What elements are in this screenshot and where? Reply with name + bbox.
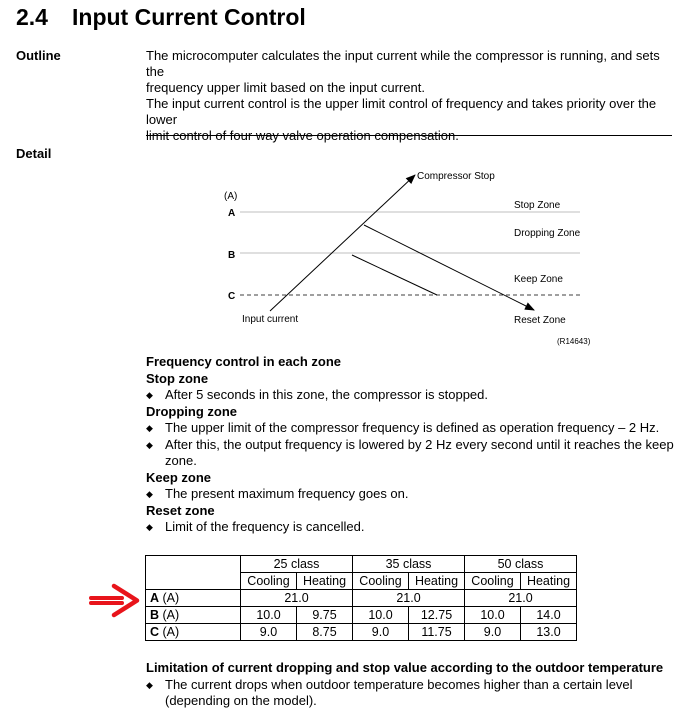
table-cell: 10.0 (465, 607, 521, 624)
limitation-heading: Limitation of current dropping and stop value according to the outdoor temperature (146, 660, 664, 675)
dropping-zone-label: Dropping Zone (514, 228, 581, 239)
input-current-label: Input current (242, 314, 299, 325)
mode-header: Cooling (465, 573, 521, 590)
table-cell: 21.0 (241, 590, 353, 607)
table-cell: 13.0 (521, 624, 577, 641)
table-cell: 8.75 (297, 624, 353, 641)
mode-header: Heating (409, 573, 465, 590)
limitation-section (146, 660, 676, 710)
row-header-a: A (A) (146, 590, 241, 607)
row-header-b: B (A) (146, 607, 241, 624)
bullet-icon: ◆ (146, 489, 153, 499)
class-header: 25 class (241, 556, 353, 573)
table-row (146, 556, 577, 573)
keep-zone-title: Keep zone (146, 469, 212, 485)
diagram-unit-label: (A) (224, 191, 238, 202)
table-cell: 12.75 (409, 607, 465, 624)
stop-zone-title: Stop zone (146, 370, 209, 386)
list-item: ◆ Limit of the frequency is cancelled. (146, 519, 365, 534)
rising-current-arrow (270, 175, 415, 311)
outline-line: limit control of four way valve operation compensation. (146, 128, 459, 143)
stop-zone-label: Stop Zone (514, 200, 561, 211)
mode-header: Heating (521, 573, 577, 590)
list-item: ◆ After this, the output frequency is lowered by 2 Hz every second until it reaches the keep (146, 436, 674, 452)
table-row (146, 624, 577, 641)
table-cell: 11.75 (409, 624, 465, 641)
list-item: ◆ The present maximum frequency goes on. (146, 486, 409, 501)
outline-line: frequency upper limit based on the input current. (146, 80, 425, 95)
table-cell: 10.0 (353, 607, 409, 624)
mode-header: Heating (297, 573, 353, 590)
outline-line: The input current control is the upper limit control of frequency and takes priority over the lower (146, 96, 657, 127)
reset-zone-label: Reset Zone (514, 315, 566, 326)
table-row (146, 590, 577, 607)
dropping-slope-line (352, 255, 437, 295)
list-item: ◆ The upper limit of the compressor frequency is defined as operation frequency – 2 Hz. (146, 420, 660, 435)
zone-control-section (146, 354, 676, 536)
bullet-icon: ◆ (146, 439, 153, 450)
mode-header: Cooling (241, 573, 297, 590)
level-a-label: A (228, 208, 236, 219)
bullet-icon: ◆ (146, 679, 153, 690)
empty-header-cell (146, 556, 241, 590)
current-values-table (145, 555, 577, 641)
table-cell: 9.0 (353, 624, 409, 641)
list-item-continuation: zone. (165, 453, 197, 468)
outline-label: Outline (16, 48, 61, 63)
keep-zone-label: Keep Zone (514, 274, 563, 285)
red-arrow-annotation-icon (88, 583, 142, 619)
figure-reference: (R14643) (557, 337, 591, 346)
table-cell: 10.0 (241, 607, 297, 624)
compressor-stop-label: Compressor Stop (417, 171, 495, 182)
table-cell: 9.0 (465, 624, 521, 641)
stop-to-reset-arrow (364, 225, 534, 310)
bullet-icon: ◆ (146, 423, 153, 433)
row-header-c: C (A) (146, 624, 241, 641)
table-cell: 21.0 (465, 590, 577, 607)
bullet-icon: ◆ (146, 390, 153, 400)
level-c-label: C (228, 291, 236, 302)
class-header: 35 class (353, 556, 465, 573)
table-cell: 21.0 (353, 590, 465, 607)
table-row (146, 607, 577, 624)
input-current-zone-diagram (212, 166, 602, 350)
section-title: Input Current Control (72, 4, 306, 30)
outline-text (146, 48, 674, 144)
zone-control-heading: Frequency control in each zone (146, 354, 342, 369)
bullet-icon: ◆ (146, 522, 153, 532)
detail-label: Detail (16, 146, 52, 161)
list-item-continuation: (depending on the model). (165, 693, 317, 708)
mode-header: Cooling (353, 573, 409, 590)
table-cell: 14.0 (521, 607, 577, 624)
list-item: ◆ The current drops when outdoor temperature becomes higher than a certain level (146, 676, 633, 692)
dropping-zone-title: Dropping zone (146, 403, 237, 419)
section-divider (146, 135, 672, 136)
reset-zone-title: Reset zone (146, 502, 215, 518)
table-cell: 9.75 (297, 607, 353, 624)
class-header: 50 class (465, 556, 577, 573)
level-b-label: B (228, 250, 236, 261)
list-item: ◆ After 5 seconds in this zone, the compressor is stopped. (146, 387, 489, 402)
outline-line: The microcomputer calculates the input current while the compressor is running, and sets the (146, 48, 660, 79)
table-cell: 9.0 (241, 624, 297, 641)
section-number: 2.4 (16, 4, 48, 30)
